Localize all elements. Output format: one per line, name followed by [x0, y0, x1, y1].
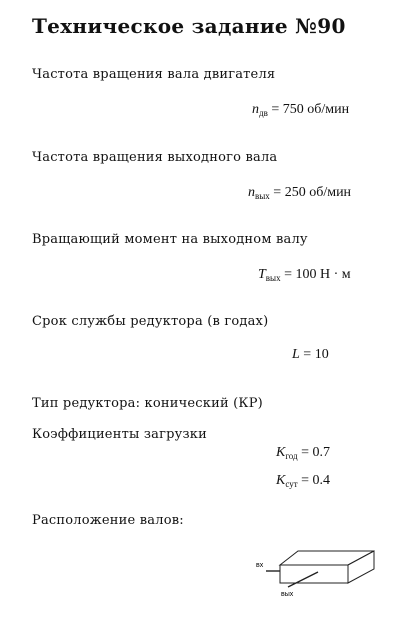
formula-symbol: T	[258, 267, 266, 282]
param-label-motor-speed: Частота вращения вала двигателя	[32, 67, 276, 82]
formula-value: = 0.7	[297, 445, 331, 460]
formula-value: = 10	[299, 347, 329, 362]
reducer-type: Тип редуктора: конический (КР)	[32, 396, 263, 411]
formula-subscript: дв	[259, 108, 268, 118]
formula-subscript: вых	[265, 273, 281, 283]
formula-load-day	[276, 473, 330, 489]
formula-load-year	[276, 445, 330, 461]
formula-output-speed	[248, 185, 351, 201]
load-coefficients-label: Коэффициенты загрузки	[32, 427, 207, 442]
formula-value: = 100 Н · м	[280, 267, 351, 282]
formula-symbol: n	[252, 102, 259, 117]
param-label-torque: Вращающий момент на выходном валу	[32, 232, 308, 247]
formula-symbol: L	[292, 347, 300, 362]
input-shaft-label: вх	[256, 562, 264, 569]
shafts-layout-label: Расположение валов:	[32, 513, 184, 528]
formula-value: = 0.4	[297, 473, 331, 488]
formula-subscript: вых	[255, 191, 270, 201]
param-label-service-life: Срок службы редуктора (в годах)	[32, 314, 269, 329]
formula-service-life	[292, 347, 329, 363]
formula-symbol: n	[248, 185, 255, 200]
param-label-output-speed: Частота вращения выходного вала	[32, 150, 278, 165]
formula-torque	[258, 267, 351, 283]
formula-motor-speed	[252, 102, 349, 118]
formula-value: = 750 об/мин	[267, 102, 350, 117]
output-shaft-label: вых	[281, 591, 294, 598]
formula-symbol: K	[276, 445, 286, 460]
formula-symbol: K	[276, 473, 286, 488]
formula-subscript: сут	[285, 479, 298, 489]
formula-value: = 250 об/мин	[269, 185, 352, 200]
shaft-layout-diagram	[252, 546, 382, 606]
formula-subscript: год	[285, 451, 298, 461]
page-title: Техническое задание №90	[32, 14, 346, 38]
